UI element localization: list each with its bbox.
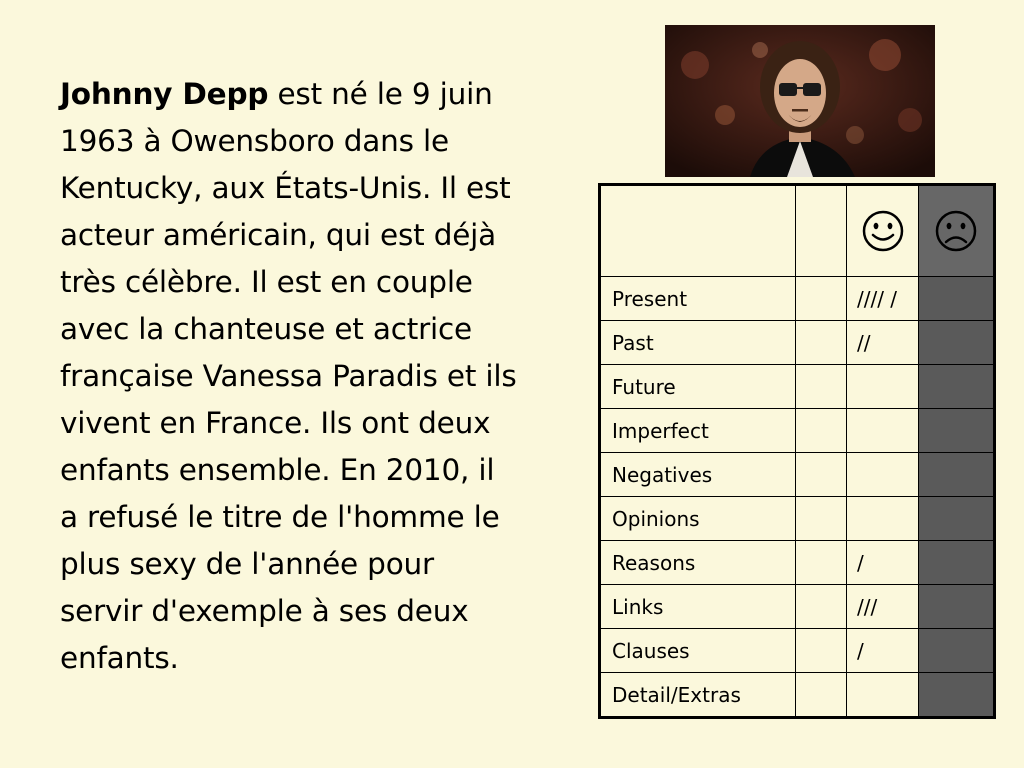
table-row (600, 585, 995, 629)
table-row (600, 453, 995, 497)
table-row (600, 365, 995, 409)
table-row (600, 541, 995, 585)
portrait-image (665, 25, 935, 177)
progress-table (598, 183, 996, 719)
portrait-photo (665, 25, 935, 177)
header-cell-happy (847, 185, 919, 277)
table-row (600, 497, 995, 541)
row-label: Opinions (600, 497, 796, 541)
row-tally (847, 453, 919, 497)
row-tally: // (847, 321, 919, 365)
row-label: Detail/Extras (600, 673, 796, 718)
biography-paragraph (60, 71, 570, 682)
row-label: Links (600, 585, 796, 629)
row-tally: //// / (847, 277, 919, 321)
sad-face-icon (934, 209, 978, 253)
table-row (600, 673, 995, 718)
table-row (600, 409, 995, 453)
row-label: Past (600, 321, 796, 365)
table-row (600, 321, 995, 365)
bio-name: Johnny Depp (60, 77, 269, 111)
bio-text: est né le 9 juin 1963 à Owensboro dans le Kentucky, aux États-Unis. Il est acteur américain, qui est déjà très célèbre. Il est en couple avec la chanteuse et actrice française Vanessa Paradis et ils vivent en France. Ils ont deux enfants ensemble. En 2010, il a refusé le titre de l'homme le plus sexy de l'année pour servir d'exemple à ses deux enfants. (60, 77, 517, 675)
header-cell-empty (796, 185, 847, 277)
smiley-face-icon (861, 209, 905, 253)
header-cell-empty (600, 185, 796, 277)
row-label: Present (600, 277, 796, 321)
row-tally: / (847, 629, 919, 673)
row-label: Negatives (600, 453, 796, 497)
row-label: Reasons (600, 541, 796, 585)
row-tally: / (847, 541, 919, 585)
row-tally (847, 409, 919, 453)
header-cell-sad (919, 185, 995, 277)
row-label: Future (600, 365, 796, 409)
table-header-row (600, 185, 995, 277)
row-tally (847, 365, 919, 409)
table-row (600, 277, 995, 321)
row-tally: /// (847, 585, 919, 629)
table-row (600, 629, 995, 673)
row-tally (847, 497, 919, 541)
row-tally (847, 673, 919, 718)
row-label: Imperfect (600, 409, 796, 453)
row-label: Clauses (600, 629, 796, 673)
